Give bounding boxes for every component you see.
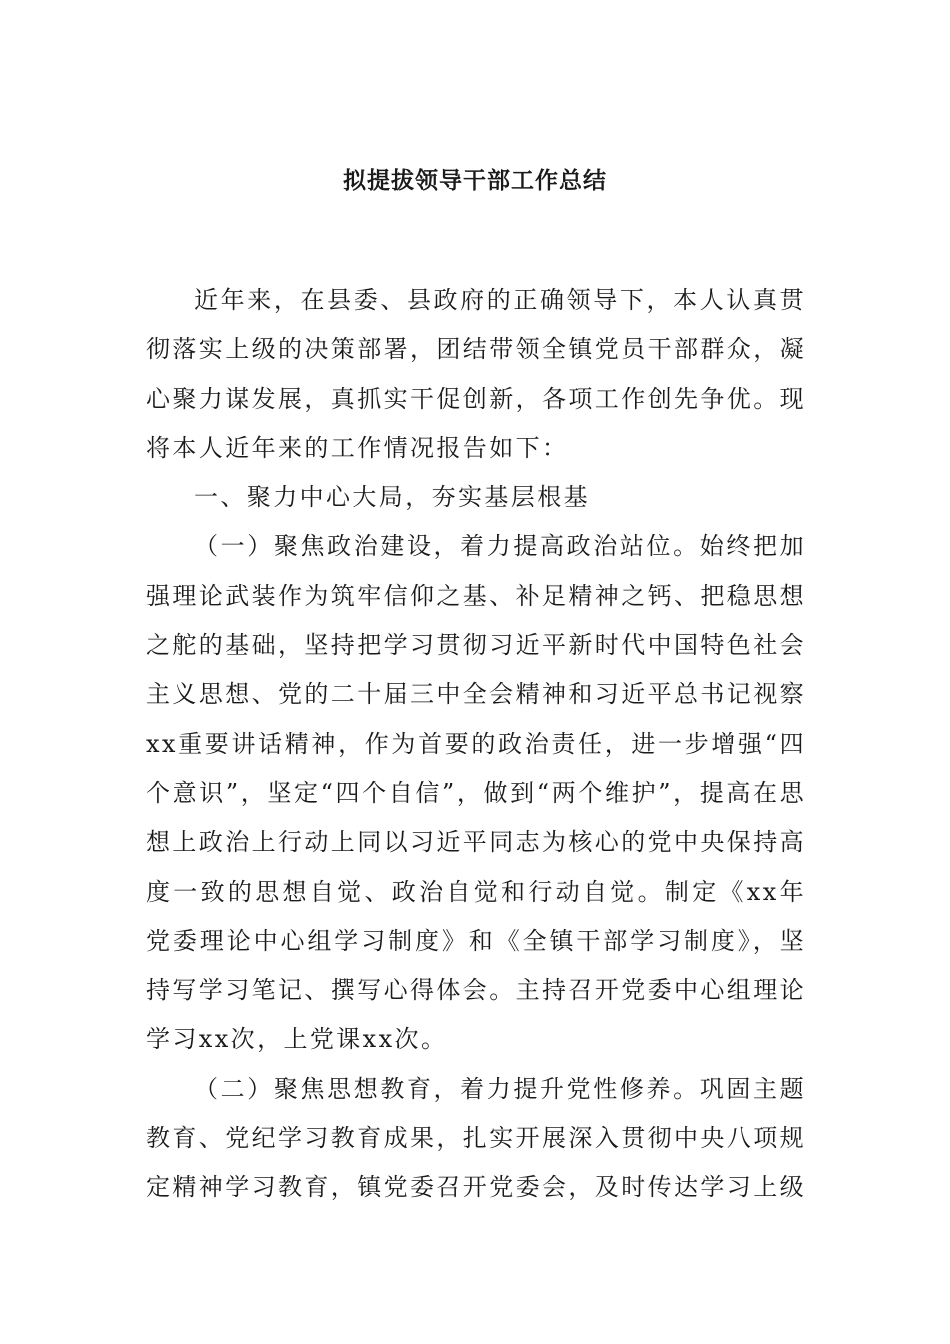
document-body [146, 276, 806, 1213]
section-1-1-paragraph: （一）聚焦政治建设，着力提高政治站位。始终把加强理论武装作为筑牢信仰之基、补足精神之钙、把稳思想之舵的基础，坚持把学习贯彻习近平新时代中国特色社会主义思想、党的二十届三中全会精神和习近平总书记视察xx重要讲话精神，作为首要的政治责任，进一步增强“四个意识”，坚定“四个自信”，做到“两个维护”，提高在思想上政治上行动上同以习近平同志为核心的党中央保持高度一致的思想自觉、政治自觉和行动自觉。制定《xx年党委理论中心组学习制度》和《全镇干部学习制度》，坚持写学习笔记、撰写心得体会。主持召开党委中心组理论学习xx次，上党课xx次。 [146, 532, 806, 1054]
document-title: 拟提拔领导干部工作总结 [343, 167, 607, 194]
section-1-heading: 一、聚力中心大局，夯实基层根基 [194, 483, 590, 512]
intro-paragraph: 近年来，在县委、县政府的正确领导下，本人认真贯彻落实上级的决策部署，团结带领全镇党员干部群众，凝心聚力谋发展，真抓实干促创新，各项工作创先争优。现将本人近年来的工作情况报告如下： [146, 286, 806, 462]
section-1-2-paragraph: （二）聚焦思想教育，着力提升党性修养。巩固主题教育、党纪学习教育成果，扎实开展深入贯彻中央八项规定精神学习教育，镇党委召开党委会，及时传达学习上级 [146, 1074, 806, 1202]
